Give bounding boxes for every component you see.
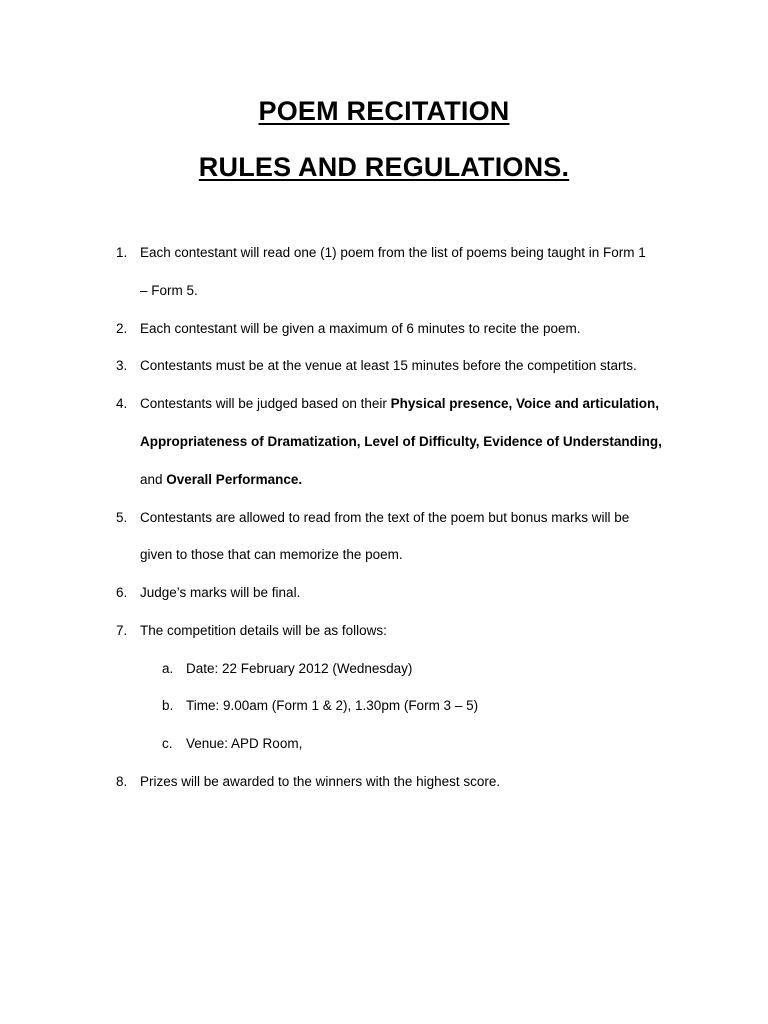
rule-7-text: The competition details will be as follows:	[140, 623, 387, 638]
rule-4-text-line-2	[140, 434, 662, 449]
rule-2-text: Each contestant will be given a maximum of 6 minutes to recite the poem.	[140, 321, 581, 336]
rule-7b-letter: b.	[162, 698, 174, 713]
rule-4-number: 4.	[116, 396, 128, 411]
rule-6-text: Judge’s marks will be final.	[140, 585, 301, 600]
rule-3-number: 3.	[116, 358, 128, 373]
rule-1-text-line-2: – Form 5.	[140, 283, 198, 298]
rule-1-number: 1.	[116, 245, 128, 260]
rule-5-text-line-1: Contestants are allowed to read from the text of the poem but bonus marks will be	[140, 510, 630, 525]
rule-4-and: and	[140, 472, 167, 487]
rule-2-number: 2.	[116, 321, 128, 336]
rule-7-number: 7.	[116, 623, 128, 638]
rule-7a-letter: a.	[162, 661, 174, 676]
rule-6-number: 6.	[116, 585, 128, 600]
rule-4-text-line-1	[140, 396, 659, 411]
rule-3-text: Contestants must be at the venue at least 15 minutes before the competition starts.	[140, 358, 637, 373]
rule-4-criteria-1: Physical presence, Voice and articulation,	[390, 396, 660, 411]
document-subtitle: RULES AND REGULATIONS.	[198, 152, 570, 182]
rule-1-text-line-1: Each contestant will read one (1) poem from the list of poems being taught in Form 1	[140, 245, 646, 260]
rule-5-text-line-2: given to those that can memorize the poem.	[140, 547, 403, 562]
rule-4-text-line-3	[140, 472, 302, 487]
rule-8-text: Prizes will be awarded to the winners with the highest score.	[140, 774, 501, 789]
competition-venue: Venue: APD Room,	[186, 736, 303, 751]
competition-time: Time: 9.00am (Form 1 & 2), 1.30pm (Form 3 – 5)	[186, 698, 479, 713]
rule-5-number: 5.	[116, 510, 128, 525]
competition-date: Date: 22 February 2012 (Wednesday)	[186, 661, 413, 676]
rule-4-intro: Contestants will be judged based on their	[140, 396, 391, 411]
rule-4-criteria-2: Appropriateness of Dramatization, Level of Difficulty, Evidence of Understanding,	[140, 434, 662, 449]
rule-4-criteria-3: Overall Performance.	[166, 472, 303, 487]
rule-7c-letter: c.	[162, 736, 173, 751]
rule-8-number: 8.	[116, 774, 128, 789]
document-title: POEM RECITATION	[258, 96, 510, 126]
